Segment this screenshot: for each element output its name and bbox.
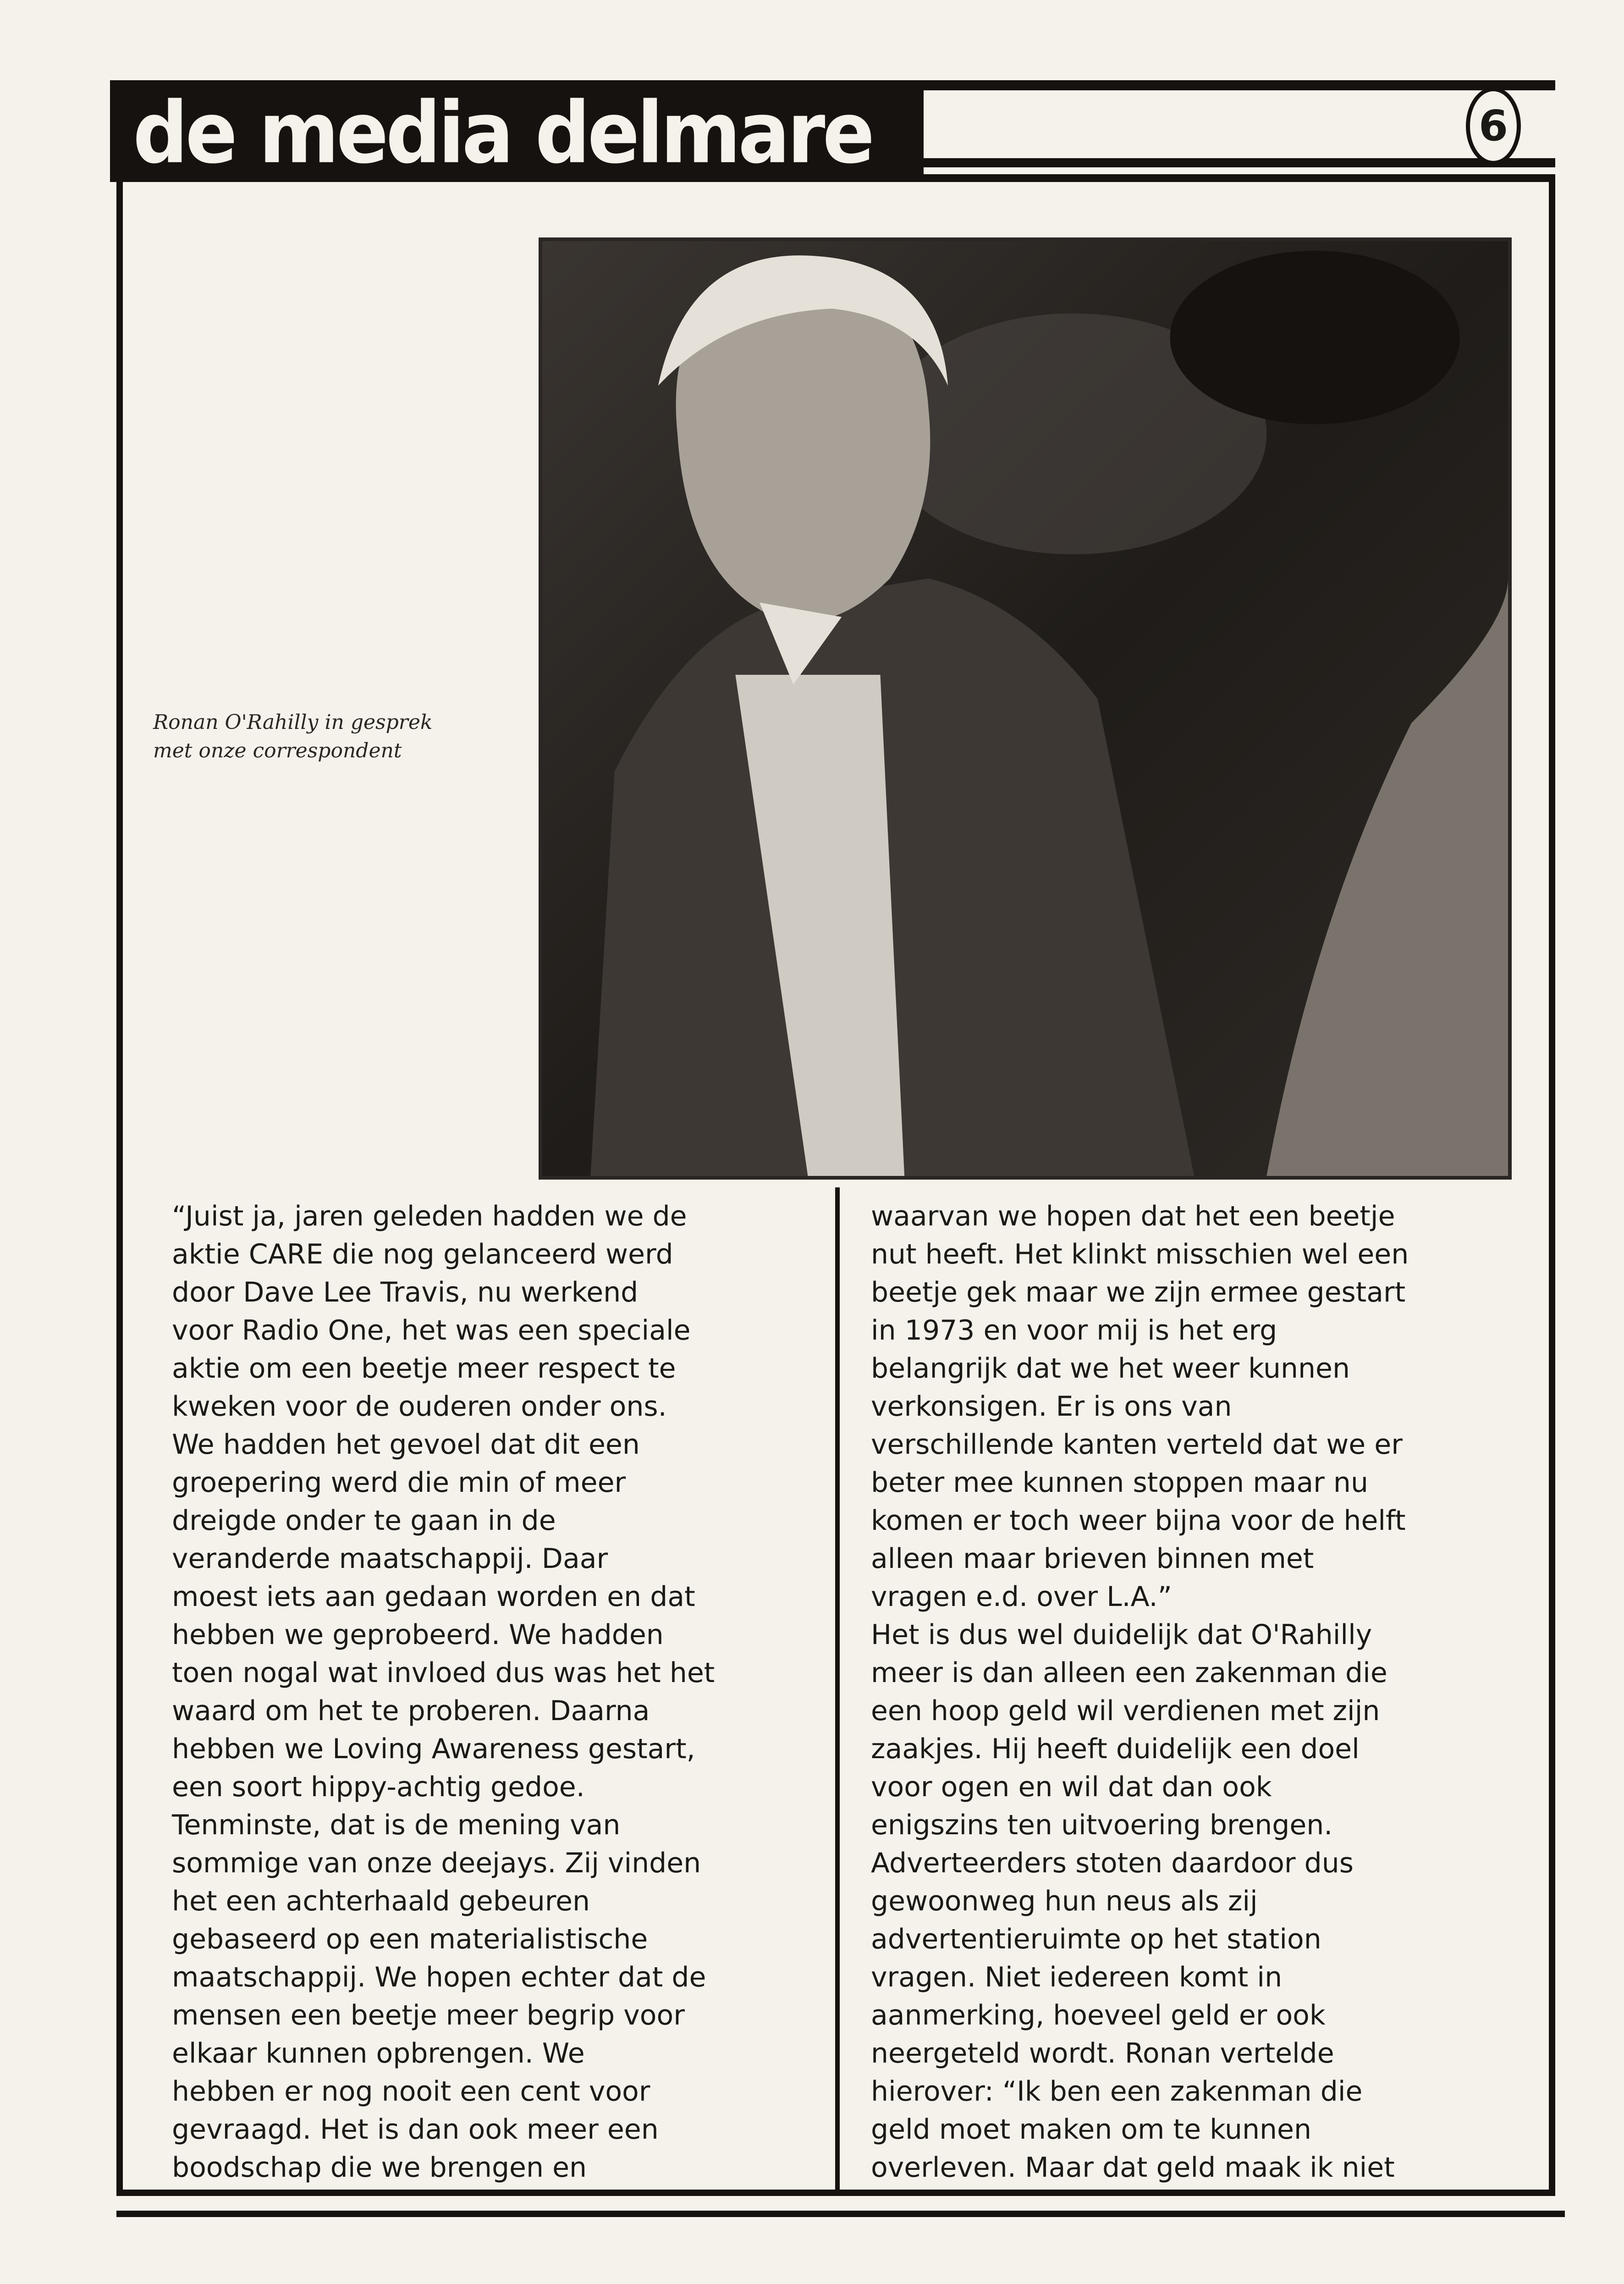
article-line: voor ogen en wil dat dan ook: [871, 1771, 1272, 1803]
article-line: beetje gek maar we zijn ermee gestart: [871, 1276, 1406, 1308]
article-line: verkonsigen. Er is ons van: [871, 1390, 1232, 1423]
article-line: zaakjes. Hij heeft duidelijk een doel: [871, 1733, 1360, 1765]
article-line: neergeteld wordt. Ronan vertelde: [871, 2037, 1334, 2069]
photo-caption: [153, 708, 529, 765]
article-line: vragen e.d. over L.A.”: [871, 1581, 1172, 1613]
article-line: Adverteerders stoten daardoor dus: [871, 1847, 1354, 1879]
article-line: mensen een beetje meer begrip voor: [172, 1999, 685, 2031]
masthead-rule-middle: [924, 158, 1555, 167]
article-line: verschillende kanten verteld dat we er: [871, 1429, 1403, 1461]
article-line: gewoonweg hun neus als zij: [871, 1885, 1258, 1917]
article-line: kweken voor de ouderen onder ons.: [172, 1390, 667, 1423]
article-line: toen nogal wat invloed dus was het het: [172, 1657, 715, 1689]
article-line: veranderde maatschappij. Daar: [172, 1543, 608, 1575]
article-line: aanmerking, hoeveel geld er ook: [871, 1999, 1326, 2031]
article-line: aktie om een beetje meer respect te: [172, 1352, 676, 1385]
article-line: hierover: “Ik ben een zakenman die: [871, 2075, 1363, 2107]
article-line: boodschap die we brengen en: [172, 2152, 587, 2184]
article-line: komen er toch weer bijna voor de helft: [871, 1505, 1406, 1537]
article-line: een soort hippy-achtig gedoe.: [172, 1771, 585, 1803]
article-line: waarvan we hopen dat het een beetje: [871, 1200, 1395, 1232]
article-line: Het is dus wel duidelijk dat O'Rahilly: [871, 1619, 1372, 1651]
article-line: aktie CARE die nog gelanceerd werd: [172, 1238, 673, 1270]
article-line: het een achterhaald gebeuren: [172, 1885, 590, 1917]
article-line: overleven. Maar dat geld maak ik niet: [871, 2152, 1395, 2184]
article-line: alleen maar brieven binnen met: [871, 1543, 1314, 1575]
article-line: moest iets aan gedaan worden en dat: [172, 1581, 695, 1613]
caption-line: Ronan O'Rahilly in gesprek: [153, 711, 433, 734]
article-column-left: [172, 1197, 809, 2187]
column-divider: [835, 1187, 840, 2196]
article-line: een hoop geld wil verdienen met zijn: [871, 1695, 1380, 1727]
article-line: elkaar kunnen opbrengen. We: [172, 2037, 585, 2069]
article-line: maatschappij. We hopen echter dat de: [172, 1961, 706, 1993]
magazine-logo: de media delmare: [133, 83, 872, 182]
article-line: “Juist ja, jaren geleden hadden we de: [172, 1200, 687, 1232]
page-number: 6: [1466, 87, 1521, 165]
article-line: advertentieruimte op het station: [871, 1923, 1321, 1955]
article-line: vragen. Niet iedereen komt in: [871, 1961, 1283, 1993]
article-line: enigszins ten uitvoering brengen.: [871, 1809, 1333, 1841]
article-line: hebben we geprobeerd. We hadden: [172, 1619, 664, 1651]
article-line: waard om het te proberen. Daarna: [172, 1695, 650, 1727]
article-line: door Dave Lee Travis, nu werkend: [172, 1276, 639, 1308]
caption-line: met onze correspondent: [153, 739, 402, 762]
article-line: hebben we Loving Awareness gestart,: [172, 1733, 695, 1765]
masthead-rule-bottom: [924, 174, 1555, 182]
article-line: groepering werd die min of meer: [172, 1467, 626, 1499]
article-line: beter mee kunnen stoppen maar nu: [871, 1467, 1368, 1499]
article-line: belangrijk dat we het weer kunnen: [871, 1352, 1350, 1385]
article-line: dreigde onder te gaan in de: [172, 1505, 556, 1537]
article-line: voor Radio One, het was een speciale: [172, 1314, 691, 1346]
article-line: nut heeft. Het klinkt misschien wel een: [871, 1238, 1409, 1270]
article-line: meer is dan alleen een zakenman die: [871, 1657, 1387, 1689]
article-line: gevraagd. Het is dan ook meer een: [172, 2113, 659, 2146]
bottom-rule: [116, 2211, 1565, 2217]
article-line: We hadden het gevoel dat dit een: [172, 1429, 640, 1461]
masthead-rule-top: [924, 80, 1555, 90]
portrait-photo: [539, 237, 1512, 1180]
article-column-right: [871, 1197, 1506, 2187]
article-line: hebben er nog nooit een cent voor: [172, 2075, 650, 2107]
article-line: Tenminste, dat is de mening van: [172, 1809, 621, 1841]
article-line: geld moet maken om te kunnen: [871, 2113, 1311, 2146]
article-line: sommige van onze deejays. Zij vinden: [172, 1847, 701, 1879]
article-line: in 1973 en voor mij is het erg: [871, 1314, 1277, 1346]
article-line: gebaseerd op een materialistische: [172, 1923, 648, 1955]
photo-image: [542, 241, 1508, 1176]
